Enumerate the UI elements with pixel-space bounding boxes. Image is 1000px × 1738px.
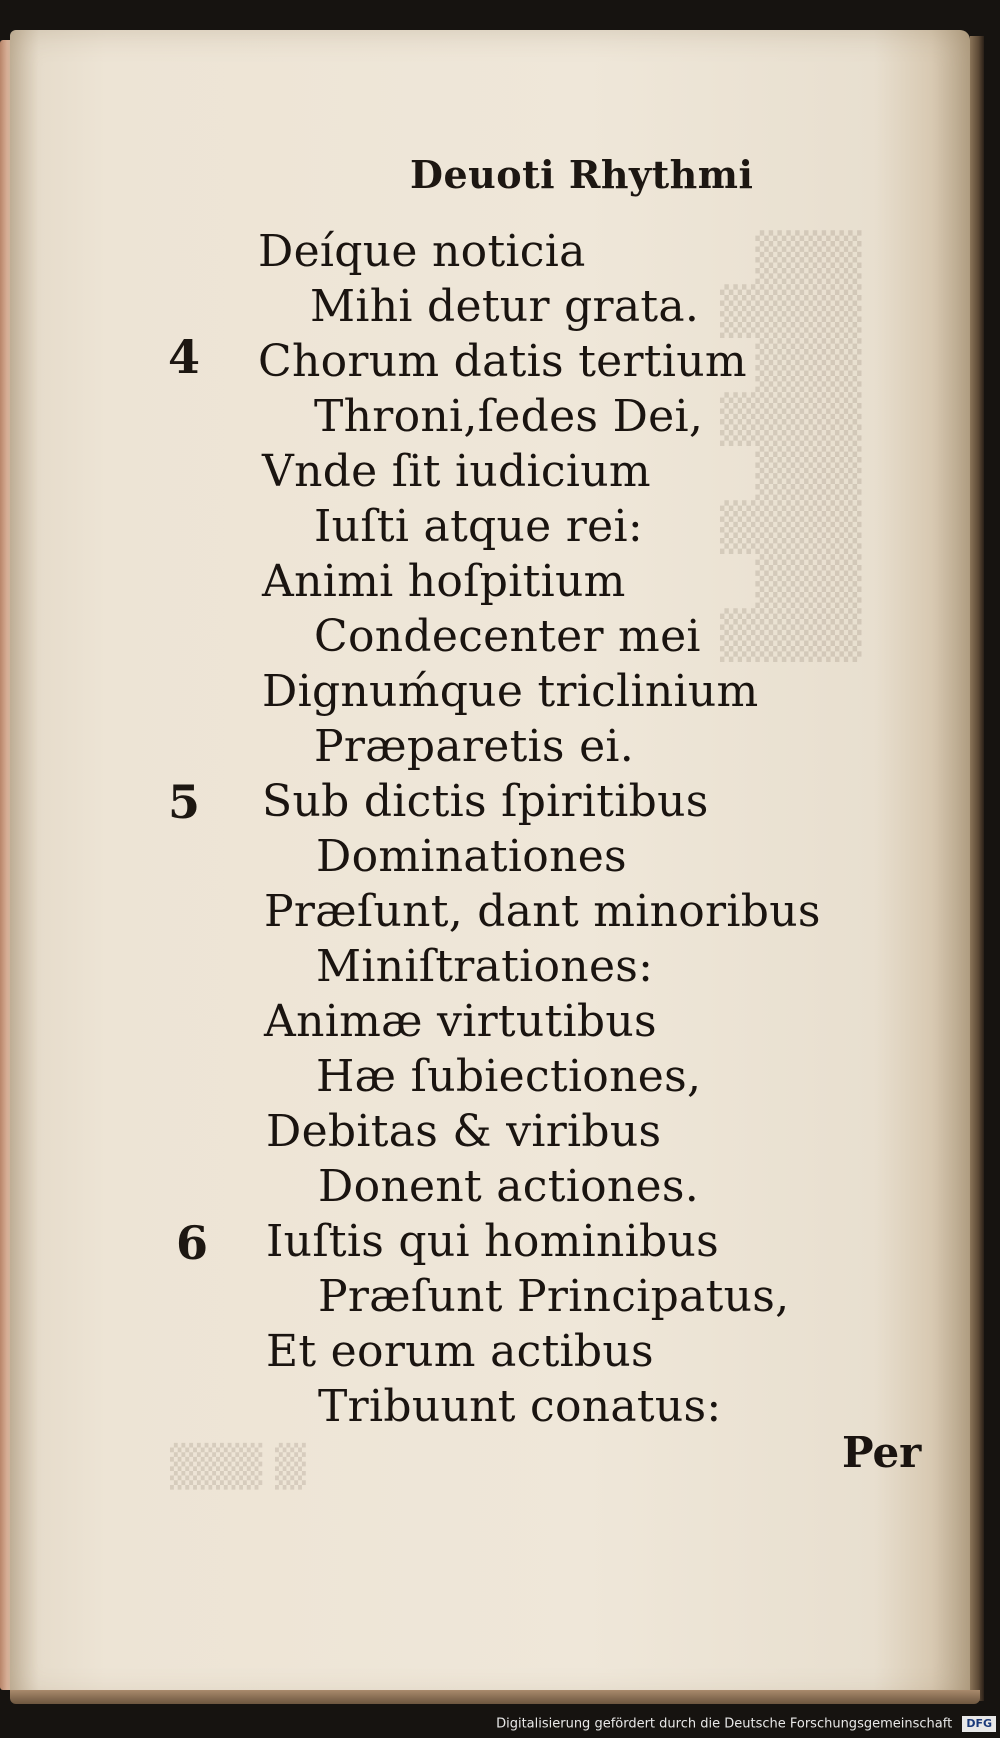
verse-line: Chorum datis tertium <box>258 336 747 387</box>
verse-line: Iuſti atque rei: <box>314 501 643 552</box>
verse-line: Hæ ſubiectiones, <box>316 1051 702 1102</box>
verse-line: Dominationes <box>316 831 627 882</box>
verse-line: Vnde ſit iudicium <box>262 446 651 497</box>
verse-line: Præſunt Principatus, <box>318 1271 790 1322</box>
verse-line: Debitas & viribus <box>266 1106 662 1157</box>
show-through-texture: ▒▒▒ ▒▒▒▒ ▒▒▒ ▒▒▒▒ ▒▒▒ ▒▒▒▒ ▒▒▒ ▒▒▒▒ <box>720 230 862 662</box>
verse-number-4: 4 <box>168 330 201 384</box>
verse-line: Et eorum actibus <box>266 1326 654 1377</box>
catchword: Per <box>842 1428 922 1477</box>
dfg-logo: DFG <box>962 1716 996 1732</box>
verse-number-6: 6 <box>176 1216 209 1270</box>
book-right-edge <box>970 36 984 1701</box>
verse-line: Throni,ſedes Dei, <box>314 391 704 442</box>
verse-line: Sub dictis ſpiritibus <box>262 776 709 827</box>
show-through-texture-bottom: ▒ ▒▒▒ <box>170 1444 306 1490</box>
verse-line: Tribuunt conatus: <box>318 1381 722 1432</box>
verse-line: Miniſtrationes: <box>316 941 654 992</box>
verse-line: Mihi detur grata. <box>310 281 700 332</box>
verse-line: Animi hoſpitium <box>262 556 626 607</box>
verse-line: Iuſtis qui hominibus <box>266 1216 720 1267</box>
footer-text: Digitalisierung gefördert durch die Deutsche Forschungsgemeinschaft <box>496 1716 953 1732</box>
verse-number-5: 5 <box>168 775 201 829</box>
verse-line: Præſunt, dant minoribus <box>264 886 821 937</box>
verse-line: Animæ virtutibus <box>264 996 657 1047</box>
verse-line: Præparetis ei. <box>314 721 635 772</box>
verse-line: Dignuḿque triclinium <box>262 666 759 717</box>
verse-line: Deíque noticia <box>258 226 586 277</box>
verse-line: Condecenter mei <box>314 611 701 662</box>
digitization-footer <box>0 1716 996 1732</box>
book-bottom-edge <box>10 1690 980 1704</box>
running-header: Deuoti Rhythmi <box>410 152 754 197</box>
verse-line: Donent actiones. <box>318 1161 700 1212</box>
